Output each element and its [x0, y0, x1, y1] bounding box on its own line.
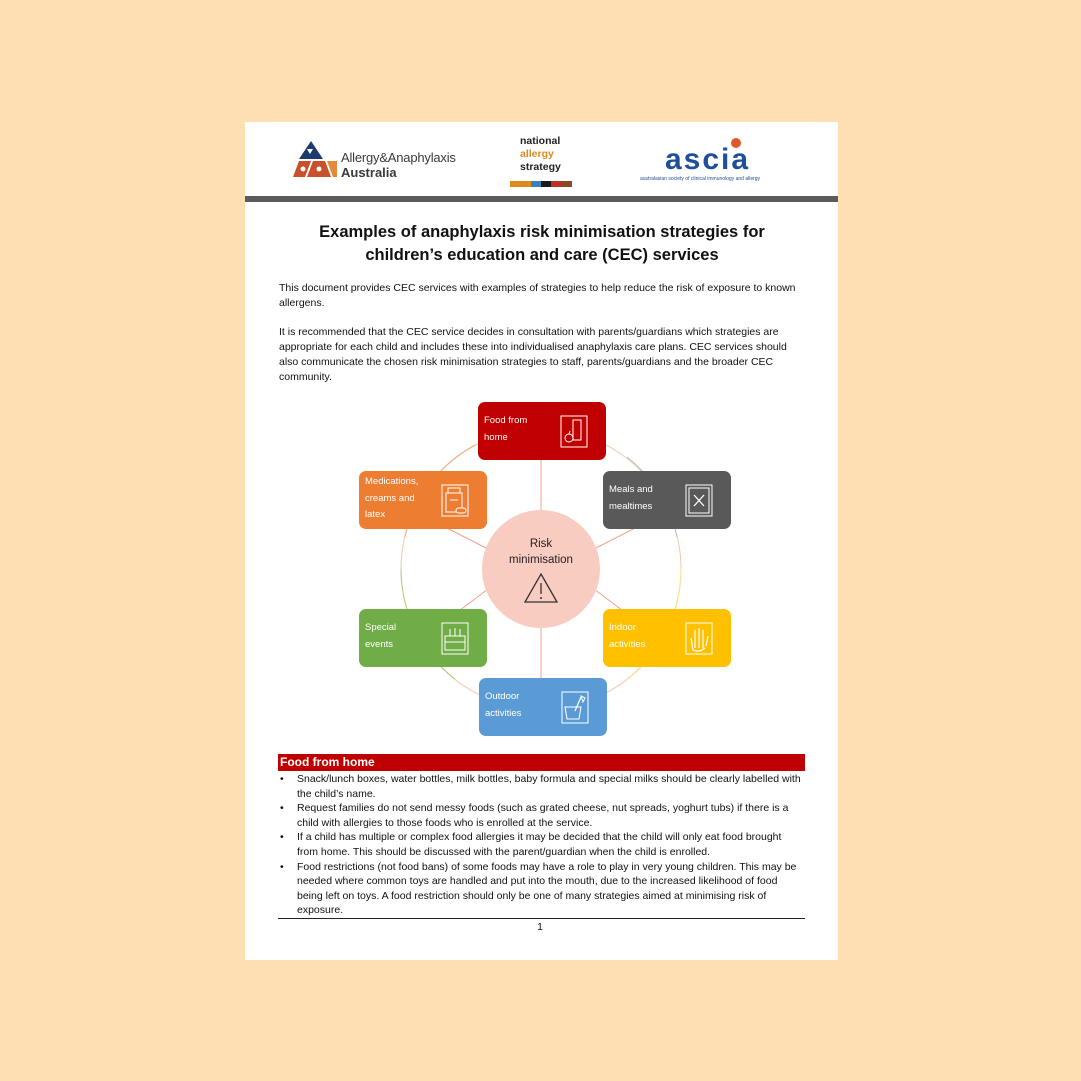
list-item: • If a child has multiple or complex food allergies it may be decided that the child will only eat food brought from home. This should be discussed with the parent/guardian when the child is enrolled.: [278, 830, 805, 859]
nas-logo-line1: national: [520, 135, 561, 147]
lunchbox-icon: [560, 415, 588, 448]
node-food-from-home: [478, 402, 606, 460]
page-number: 1: [537, 921, 543, 933]
ascia-logo-subtitle: australasian society of clinical immunology and allergy: [640, 176, 761, 182]
node-meals-and-mealtimes: [603, 471, 731, 529]
menu-cutlery-icon: [685, 484, 713, 517]
node-outdoor-activities: [479, 678, 607, 736]
node-label: Outdoor activities: [485, 691, 522, 719]
document-page: [245, 122, 838, 960]
node-label: Indoor activities: [609, 622, 646, 650]
intro-paragraph-2: It is recommended that the CEC service decides in consultation with parents/guardians which strategies are appropriate for each child and includes these into individualised anaphylaxis care plans. CEC services should also communicate the chosen risk minimisation strategies to staff, parents/guardians and the broader CEC community.: [279, 326, 787, 383]
national-allergy-strategy-logo: [510, 135, 580, 189]
warning-triangle-icon: [523, 572, 559, 604]
aaa-logo-line1: Allergy&Anaphylaxis: [341, 150, 456, 165]
allergy-anaphylaxis-australia-logo: [293, 139, 483, 179]
hand-icon: [685, 622, 713, 655]
page-title: Examples of anaphylaxis risk minimisation strategies for children’s education and care (CEC) services: [319, 223, 765, 264]
footer-divider: [278, 918, 805, 919]
ascia-logo-word: ascia: [665, 143, 751, 176]
intro-paragraph-1: This document provides CEC services with examples of strategies to help reduce the risk of exposure to known allergens.: [279, 282, 796, 309]
aaa-logo-line2: Australia: [341, 165, 397, 180]
node-medications-creams-latex: [359, 471, 487, 529]
node-label: Food from home: [484, 415, 528, 443]
ascia-logo: [640, 132, 790, 187]
food-from-home-list: [278, 772, 805, 918]
node-special-events: [359, 609, 487, 667]
list-item: • Food restrictions (not food bans) of some foods may have a role to play in very young children. This may be needed where common toys are handled and put into the mouth, due to the increased likelihood of food being left on toys. A food restriction should only be one of many strategies aimed at minimising risk of exposure.: [278, 860, 805, 918]
nas-logo-line2: allergy: [520, 148, 554, 160]
nas-color-bar: [510, 181, 572, 187]
aaa-logo-mark-icon: [293, 139, 337, 179]
list-item: • Request families do not send messy foods (such as grated cheese, nut spreads, yoghurt tubs) if there is a child with allergies to those foods who is enrolled at the service.: [278, 801, 805, 830]
center-label: Risk minimisation: [509, 538, 573, 566]
bucket-spade-icon: [561, 691, 589, 724]
risk-minimisation-diagram: [245, 397, 838, 737]
nas-logo-line3: strategy: [520, 161, 561, 173]
list-item: • Snack/lunch boxes, water bottles, milk bottles, baby formula and special milks should be clearly labelled with the child’s name.: [278, 772, 805, 801]
birthday-cake-icon: [441, 622, 469, 655]
section-heading-food-from-home: Food from home: [278, 754, 805, 771]
header-divider: [245, 196, 838, 202]
risk-minimisation-center: [482, 510, 600, 628]
node-label: Special events: [365, 622, 397, 650]
node-indoor-activities: [603, 609, 731, 667]
medicine-bottle-icon: [441, 484, 469, 517]
node-label: Meals and mealtimes: [609, 484, 653, 512]
node-label: Medications, creams and latex: [365, 476, 419, 520]
